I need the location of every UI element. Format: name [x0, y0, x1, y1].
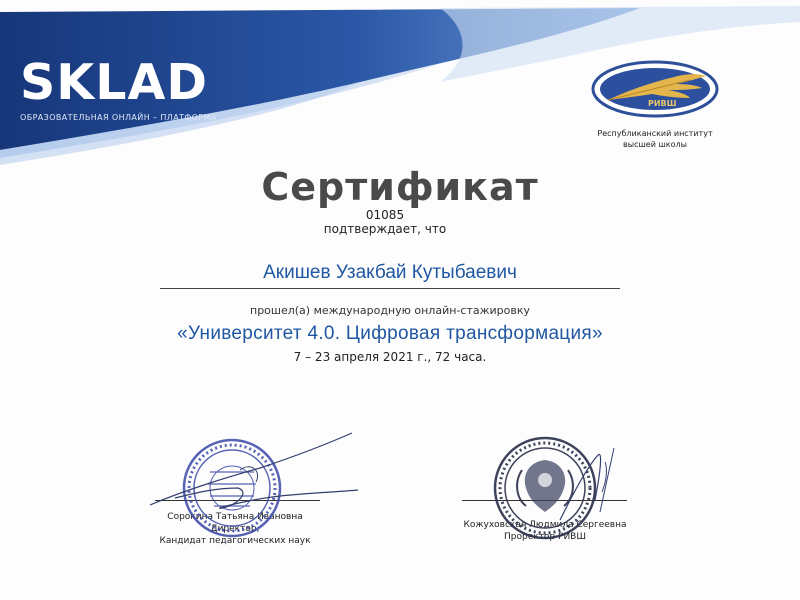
- recipient-name: Акишев Узакбай Кутыбаевич: [263, 262, 517, 283]
- completion-text: прошел(а) международную онлайн-стажировку: [250, 304, 530, 317]
- signatory-left-name: Сорокина Татьяна Ивановна: [167, 512, 303, 522]
- brand-name: SKLAD: [20, 54, 209, 111]
- certificate-number: 01085: [365, 208, 405, 222]
- signatory-right-position: Проректор РИВШ: [504, 532, 586, 542]
- program-dates: 7 – 23 апреля 2021 г., 72 часа.: [293, 350, 487, 364]
- certificate-title: Сертификат: [261, 165, 539, 209]
- program-title: «Университет 4.0. Цифровая трансформация»: [177, 323, 603, 344]
- signatory-right-name: Кожуховская Людмила Сергеевна: [463, 520, 627, 530]
- stamp-right-icon: [495, 438, 595, 538]
- signatory-left-degree: Кандидат педагогических наук: [159, 536, 311, 546]
- institute-label-line2: высшей школы: [623, 140, 687, 149]
- institute-label-line1: Республиканский институт: [597, 129, 713, 138]
- confirms-text: подтверждает, что: [323, 222, 447, 236]
- institute-logo-text: РИВШ: [648, 99, 677, 108]
- signatory-left-position: Директор,: [210, 524, 260, 534]
- brand-tagline: ОБРАЗОВАТЕЛЬНАЯ ОНЛАЙН – ПЛАТФОРМА: [20, 113, 217, 122]
